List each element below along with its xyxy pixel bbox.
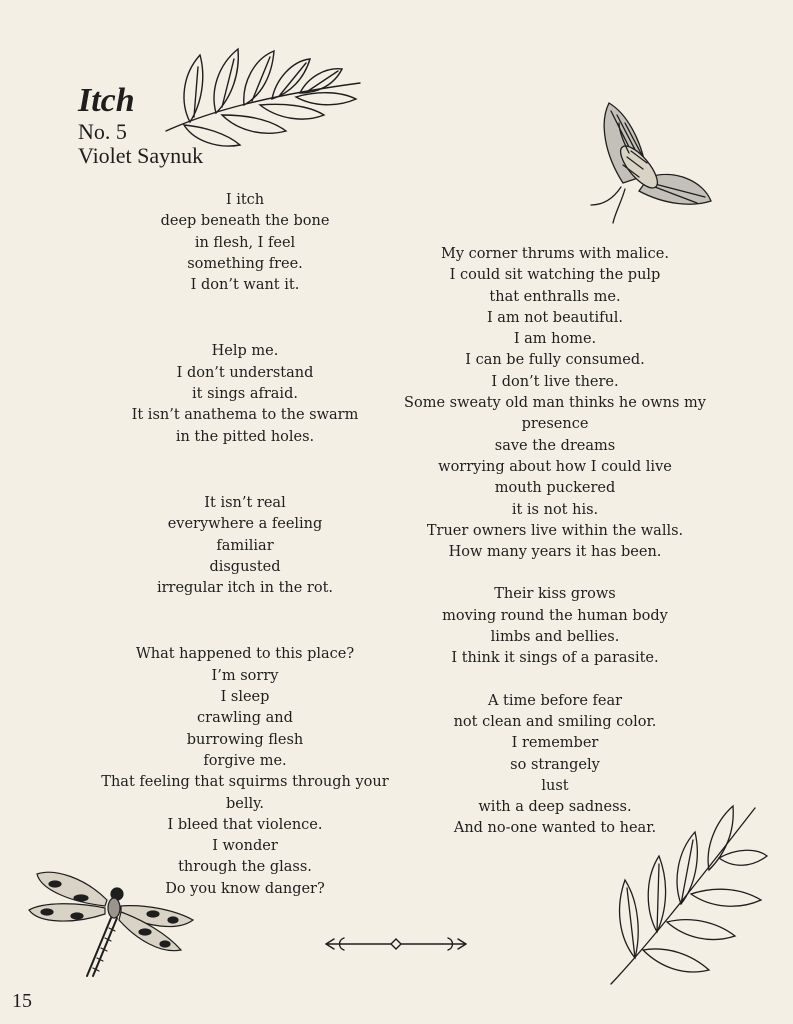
poem-line: What happened to this place?: [135, 646, 355, 663]
dragonfly-icon: [25, 868, 200, 980]
stanza: [95, 644, 395, 900]
poem-line: I remember: [511, 735, 599, 752]
poem-line: moving round the human body: [442, 607, 668, 624]
poem-line: How many years it has been.: [448, 544, 662, 561]
poem-line: I think it sings of a parasite.: [451, 650, 659, 667]
poem-number: No. 5: [78, 119, 127, 144]
poem-line: A time before fear: [487, 692, 623, 709]
moth-icon: [585, 95, 715, 225]
poem-line: disgusted: [209, 558, 281, 575]
poem-line: That feeling that squirms through your: [101, 774, 389, 791]
poem-line: it is not his.: [511, 501, 599, 518]
poem-line: with a deep sadness.: [478, 799, 632, 816]
poem-line: so strangely: [510, 756, 600, 773]
poem-line: My corner thrums with malice.: [441, 246, 669, 262]
poem-line: it sings afraid.: [192, 386, 298, 403]
leaf-branch-icon: [605, 798, 770, 988]
stanza: [400, 244, 710, 563]
poem-line: I am not beautiful.: [486, 309, 624, 326]
poem-line: belly.: [225, 795, 264, 812]
poem-line: save the dreams: [494, 437, 616, 454]
poem-line: burrowing flesh: [186, 731, 304, 748]
poem-line: I don’t live there.: [491, 373, 619, 390]
poem-line: Do you know danger?: [165, 880, 325, 897]
poem-line: in flesh, I feel: [194, 234, 296, 251]
poem-line: through the glass.: [178, 859, 312, 876]
poem-line: I’m sorry: [211, 667, 279, 684]
poem-line: irregular itch in the rot.: [156, 580, 334, 597]
poem-line: familiar: [216, 537, 274, 554]
poem-line: I itch: [225, 192, 265, 208]
poem-line: It isn’t real: [204, 494, 286, 511]
poem-line: mouth puckered: [494, 480, 616, 497]
page-number: 15: [12, 990, 32, 1012]
ornamental-divider-icon: [322, 934, 470, 954]
poem-line: I could sit watching the pulp: [449, 267, 661, 284]
poem-line: lust: [541, 777, 569, 794]
poem-line: Help me.: [211, 343, 279, 360]
poem-line: It isn’t anathema to the swarm: [131, 407, 359, 424]
poem-line: I don’t understand: [176, 364, 314, 381]
poem-author: Violet Saynuk: [78, 143, 204, 168]
left-poem-column: [95, 190, 395, 900]
poem-line: crawling and: [197, 710, 293, 727]
poem-line: deep beneath the bone: [160, 213, 330, 230]
poem-line: in the pitted holes.: [175, 428, 315, 445]
poem-title: Itch: [78, 82, 135, 119]
right-poem-column: [400, 244, 710, 840]
stanza: [95, 190, 395, 296]
leaf-branch-icon: [160, 45, 370, 155]
poem-line: forgive me.: [203, 752, 287, 769]
poem-line: Truer owners live within the walls.: [426, 522, 684, 539]
poem-line: I sleep: [220, 689, 270, 706]
poem-line: not clean and smiling color.: [453, 713, 657, 730]
poem-line: I can be fully consumed.: [465, 352, 645, 369]
poem-line: limbs and bellies.: [490, 629, 620, 646]
stanza: [95, 493, 395, 599]
poem-line: I don’t want it.: [190, 277, 300, 294]
poem-line: I bleed that violence.: [167, 816, 323, 833]
poem-line: that enthralls me.: [489, 288, 621, 305]
poem-line: worrying about how I could live: [438, 458, 672, 475]
poem-line: I wonder: [212, 838, 278, 855]
poem-line: presence: [521, 416, 589, 433]
stanza: [400, 584, 710, 669]
poem-line: I am home.: [513, 331, 597, 348]
poem-line: everywhere a feeling: [167, 516, 323, 533]
stanza: [95, 341, 395, 447]
poem-line: Some sweaty old man thinks he owns my: [404, 395, 706, 412]
poem-line: something free.: [187, 255, 303, 272]
poem-line: And no-one wanted to hear.: [453, 820, 657, 837]
poem-line: Their kiss grows: [494, 586, 616, 603]
